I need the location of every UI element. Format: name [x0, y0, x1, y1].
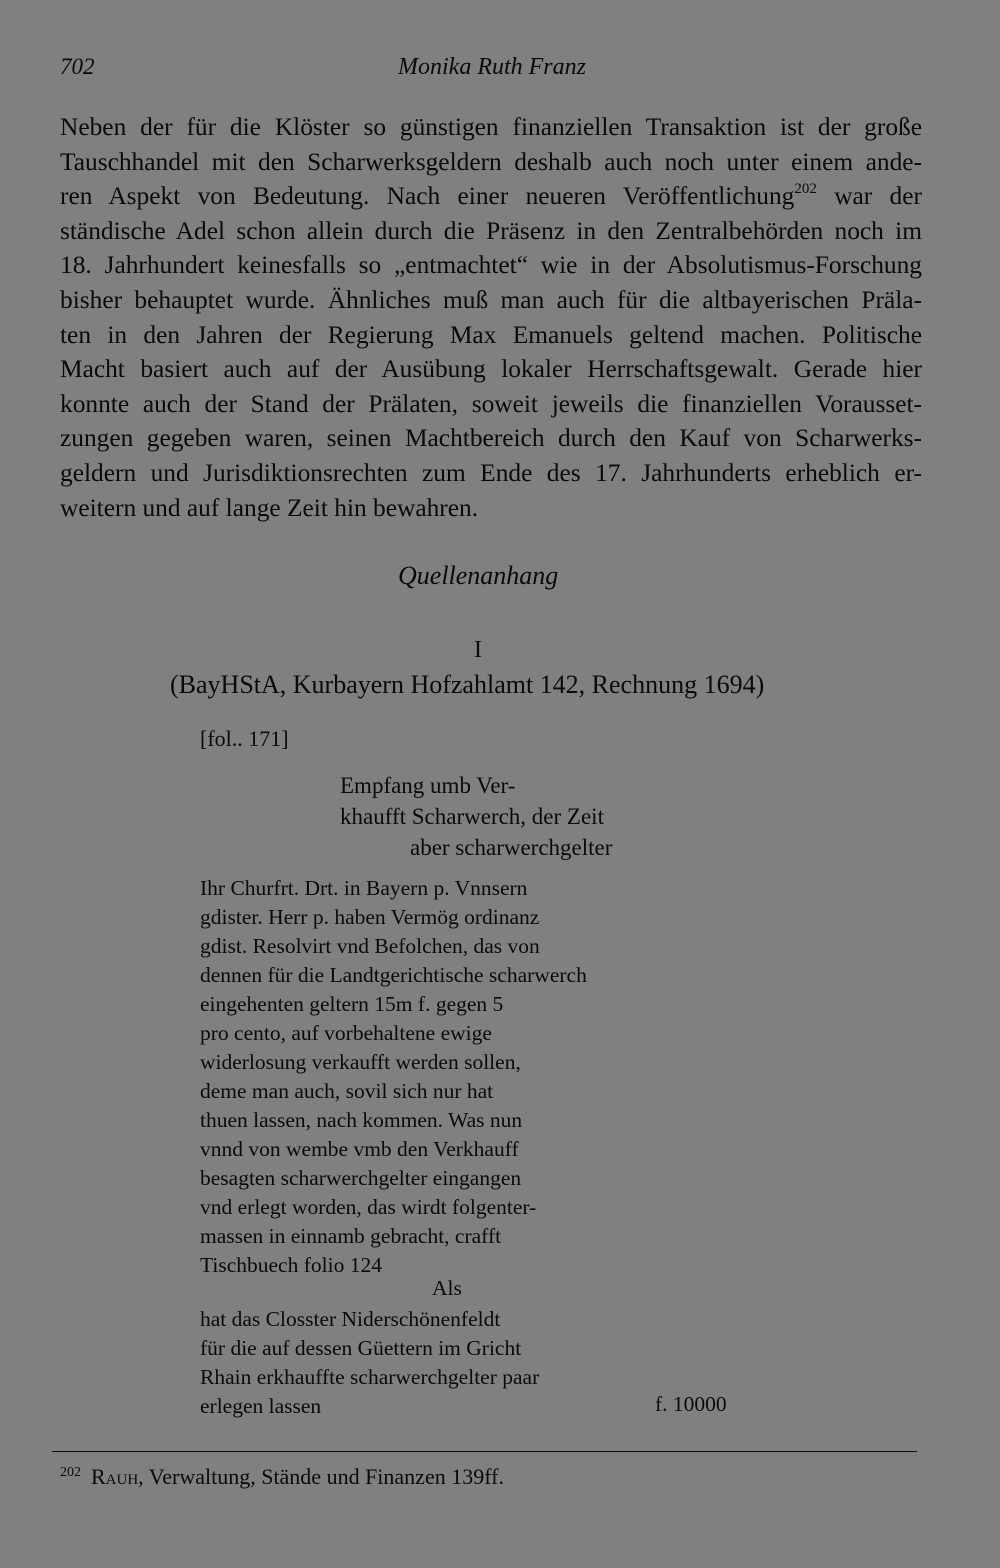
document-transcription — [200, 874, 587, 1280]
footnote — [60, 1464, 504, 1490]
entry-heading-line: aber scharwerchgelter — [410, 835, 613, 860]
document-transcription-continued — [200, 1305, 539, 1421]
page-number: 702 — [60, 54, 95, 79]
appendix-heading: Quellenanhang — [398, 561, 559, 590]
body-line: konnte auch der Stand der Prälaten, soweit jeweils die finanziellen Vorausset- — [60, 389, 922, 418]
document-line: erlegen lassen — [200, 1394, 322, 1418]
body-paragraph — [60, 110, 922, 525]
body-line: Neben der für die Klöster so günstigen finanziellen Transaktion ist der große — [60, 113, 922, 141]
document-line: thuen lassen, nach kommen. Was nun — [200, 1108, 523, 1132]
document-line: widerlosung verkaufft werden sollen, — [200, 1050, 521, 1074]
document-line: hat das Closster Niderschönenfeldt — [200, 1307, 501, 1331]
document-line: pro cento, auf vorbehaltene ewige — [200, 1021, 492, 1045]
document-line: Ihr Churfrt. Drt. in Bayern p. Vnnsern — [200, 876, 528, 900]
document-line: besagten scharwerchgelter eingangen — [200, 1166, 522, 1190]
footnote-number: 202 — [60, 1465, 81, 1480]
entry-heading-line: Empfang umb Ver- — [340, 773, 516, 798]
document-line: für die auf dessen Güettern im Gricht — [200, 1336, 522, 1360]
document-line: vnd erlegt worden, das wirdt folgenter- — [200, 1195, 537, 1219]
source-number: I — [474, 637, 482, 663]
body-line: weitern und auf lange Zeit hin bewahren. — [60, 493, 479, 522]
body-line-tail: war der — [834, 182, 922, 211]
body-line: geldern und Jurisdiktionsrechten zum Ende des 17. Jahrhunderts erheblich er- — [60, 458, 922, 487]
body-line: ständische Adel schon allein durch die Präsenz in den Zentralbehörden noch im — [60, 216, 922, 245]
document-line: Rhain erkhauffte scharwerchgelter paar — [200, 1365, 540, 1389]
footnote-text: , Verwaltung, Stände und Finanzen 139ff. — [138, 1464, 504, 1489]
footnote-author: Rauh — [91, 1464, 139, 1489]
folio-reference: [fol.. 171] — [200, 726, 289, 751]
body-line: zungen gegeben waren, seinen Machtbereich durch den Kauf von Scharwerks- — [60, 424, 922, 453]
document-line: massen in einnamb gebracht, crafft — [200, 1224, 502, 1248]
body-line-with-footnote — [60, 179, 922, 214]
document-line: deme man auch, sovil sich nur hat — [200, 1079, 494, 1103]
body-line: ten in den Jahren der Regierung Max Emanuels geltend machen. Politische — [60, 320, 922, 349]
body-line: Macht basiert auch auf der Ausübung lokaler Herrschaftsgewalt. Gerade hier — [60, 355, 922, 384]
body-line: 18. Jahrhundert keinesfalls so „entmachtet“ wie in der Absolutismus-Forschung — [60, 251, 922, 280]
payment-amount: f. 10000 — [655, 1392, 727, 1416]
footnote-marker[interactable]: 202 — [794, 180, 817, 197]
footnote-divider — [52, 1451, 917, 1452]
body-line: Tauschhandel mit den Scharwerksgeldern deshalb auch noch unter einem ande- — [60, 147, 922, 176]
document-line: gdist. Resolvirt vnd Befolchen, das von — [200, 934, 540, 958]
running-header-author: Monika Ruth Franz — [398, 54, 586, 80]
body-line: bisher behauptet wurde. Ähnliches muß man auch für die altbayerischen Präla- — [60, 285, 922, 314]
document-line: eingehenten geltern 15m f. gegen 5 — [200, 992, 504, 1016]
document-line: Tischbuech folio 124 — [200, 1253, 382, 1277]
document-line: dennen für die Landtgerichtische scharwerch — [200, 963, 587, 987]
source-reference: (BayHStA, Kurbayern Hofzahlamt 142, Rechnung 1694) — [170, 670, 765, 699]
document-als: Als — [432, 1276, 462, 1300]
document-line: vnnd von wembe vmb den Verkhauff — [200, 1137, 519, 1161]
document-line: gdister. Herr p. haben Vermög ordinanz — [200, 905, 540, 929]
entry-heading-line: khaufft Scharwerch, der Zeit — [340, 804, 604, 829]
body-line-text: ren Aspekt von Bedeutung. Nach einer neueren Veröffentlichung — [60, 182, 795, 211]
